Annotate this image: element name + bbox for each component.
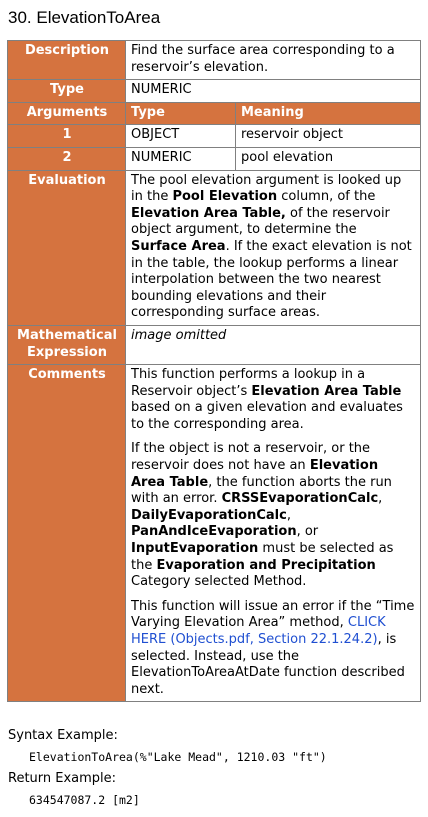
description-label: Description [8,41,126,80]
comments-text [126,365,421,702]
argument-row [8,125,421,148]
argument-type: NUMERIC [126,147,236,170]
comments-row [8,365,421,702]
evaluation-text: The pool elevation argument is looked up in the Pool Elevation column, of the Elevation Area Table, of the reservoir object argument, to determine the Surface Area. If the exact elevation is not in the table, the lookup performs a linear interpolation between the two nearest bounding elevations and their corresponding surface areas. [126,170,421,325]
argument-meaning: reservoir object [236,125,421,148]
description-text: Find the surface area corresponding to a reservoir’s elevation. [126,41,421,80]
type-label: Type [8,80,126,103]
evaluation-row [8,170,421,325]
arguments-label: Arguments [8,102,126,125]
syntax-example-code: ElevationToArea(%"Lake Mead", 1210.03 "ft") [29,750,327,764]
argument-row [8,147,421,170]
evaluation-label: Evaluation [8,170,126,325]
objects-pdf-link[interactable]: CLICK HERE (Objects.pdf, Section 22.1.24.2) [131,615,386,647]
type-value: NUMERIC [126,80,421,103]
argument-number: 2 [8,147,126,170]
type-row [8,80,421,103]
page-title: 30. ElevationToArea [8,8,161,27]
math-label: Mathematical Expression [8,325,126,364]
argument-number: 1 [8,125,126,148]
arguments-col-type: Type [126,102,236,125]
arguments-header-row [8,102,421,125]
comments-paragraph: This function will issue an error if the “Time Varying Elevation Area” method, CLICK HERE (Objects.pdf, Section 22.1.24.2), is selected. Instead, use the ElevationToAreaAtDate function described next. [131,598,415,697]
arguments-col-meaning: Meaning [236,102,421,125]
description-row [8,41,421,80]
math-row [8,325,421,364]
return-example-label: Return Example: [8,771,117,786]
comments-paragraph: This function performs a lookup in a Reservoir object’s Elevation Area Table based on a given elevation and evaluates to the corresponding area. [131,367,403,432]
comments-label: Comments [8,365,126,702]
syntax-example-label: Syntax Example: [8,728,118,743]
function-table [7,40,421,702]
math-image-placeholder: image omitted [126,325,421,364]
argument-meaning: pool elevation [236,147,421,170]
return-example-code: 634547087.2 [m2] [29,793,140,807]
comments-paragraph: If the object is not a reservoir, or the reservoir does not have an Elevation Area Table, the function aborts the run with an error. CRSSEvaporationCalc, DailyEvaporationCalc, PanAndIceEvaporation, or InputEvaporation must be selected as the Evaporation and Precipitation Category selected Method. [131,441,394,590]
argument-type: OBJECT [126,125,236,148]
